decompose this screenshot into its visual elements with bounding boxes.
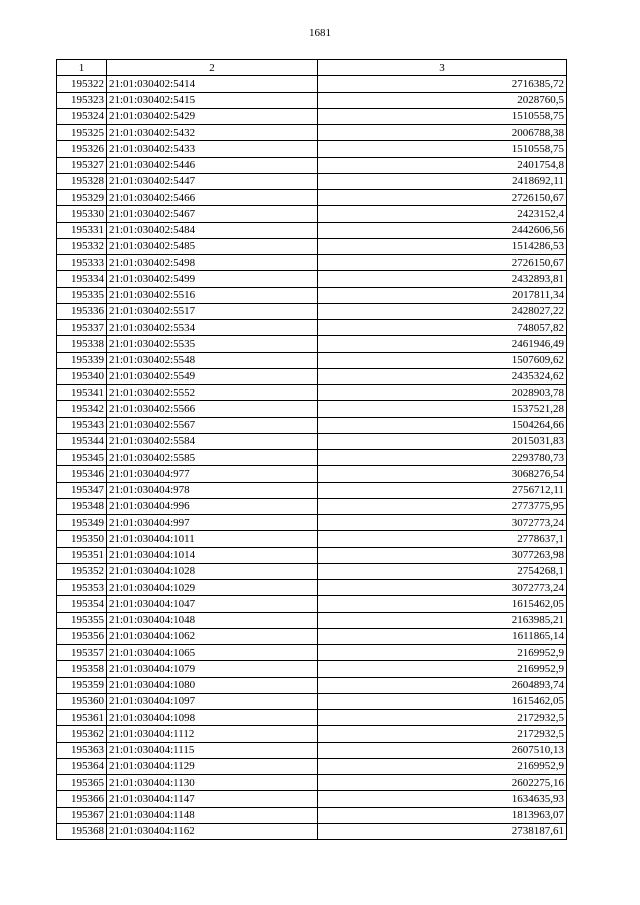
- row-number-cell: 195361: [57, 710, 107, 726]
- value-cell: 2773775,95: [318, 498, 567, 514]
- table-row: [57, 775, 567, 791]
- table-row: [57, 823, 567, 839]
- table-row: [57, 807, 567, 823]
- table-row: [57, 303, 567, 319]
- row-number-cell: 195350: [57, 531, 107, 547]
- table-row: [57, 92, 567, 108]
- value-cell: 2172932,5: [318, 710, 567, 726]
- cadastral-number-cell: 21:01:030404:1062: [107, 628, 318, 644]
- value-cell: 2401754,8: [318, 157, 567, 173]
- value-cell: 2778637,1: [318, 531, 567, 547]
- column-header-3: 3: [318, 60, 567, 76]
- row-number-cell: 195357: [57, 645, 107, 661]
- table-row: [57, 368, 567, 384]
- table-row: [57, 547, 567, 563]
- row-number-cell: 195344: [57, 433, 107, 449]
- table-row: [57, 141, 567, 157]
- table-row: [57, 433, 567, 449]
- cadastral-number-cell: 21:01:030404:997: [107, 515, 318, 531]
- table-row: [57, 742, 567, 758]
- cadastral-number-cell: 21:01:030404:1162: [107, 823, 318, 839]
- value-cell: 3077263,98: [318, 547, 567, 563]
- cadastral-number-cell: 21:01:030402:5433: [107, 141, 318, 157]
- table-row: [57, 206, 567, 222]
- row-number-cell: 195359: [57, 677, 107, 693]
- cadastral-number-cell: 21:01:030404:1130: [107, 775, 318, 791]
- value-cell: 2169952,9: [318, 661, 567, 677]
- column-header-1: 1: [57, 60, 107, 76]
- cadastral-number-cell: 21:01:030402:5584: [107, 433, 318, 449]
- row-number-cell: 195348: [57, 498, 107, 514]
- registry-table: [56, 59, 567, 840]
- cadastral-number-cell: 21:01:030402:5534: [107, 320, 318, 336]
- table-row: [57, 157, 567, 173]
- table-row: [57, 515, 567, 531]
- cadastral-number-cell: 21:01:030402:5516: [107, 287, 318, 303]
- row-number-cell: 195358: [57, 661, 107, 677]
- value-cell: 2726150,67: [318, 255, 567, 271]
- row-number-cell: 195345: [57, 450, 107, 466]
- cadastral-number-cell: 21:01:030404:996: [107, 498, 318, 514]
- cadastral-number-cell: 21:01:030402:5517: [107, 303, 318, 319]
- value-cell: 748057,82: [318, 320, 567, 336]
- value-cell: 1611865,14: [318, 628, 567, 644]
- table-row: [57, 661, 567, 677]
- table-row: [57, 710, 567, 726]
- row-number-cell: 195341: [57, 385, 107, 401]
- table-row: [57, 726, 567, 742]
- cadastral-number-cell: 21:01:030402:5585: [107, 450, 318, 466]
- value-cell: 2461946,49: [318, 336, 567, 352]
- value-cell: 2169952,9: [318, 645, 567, 661]
- table-row: [57, 580, 567, 596]
- row-number-cell: 195365: [57, 775, 107, 791]
- table-row: [57, 271, 567, 287]
- value-cell: 2602275,16: [318, 775, 567, 791]
- row-number-cell: 195351: [57, 547, 107, 563]
- table-row: [57, 401, 567, 417]
- row-number-cell: 195356: [57, 628, 107, 644]
- row-number-cell: 195362: [57, 726, 107, 742]
- value-cell: 1813963,07: [318, 807, 567, 823]
- row-number-cell: 195342: [57, 401, 107, 417]
- cadastral-number-cell: 21:01:030402:5535: [107, 336, 318, 352]
- cadastral-number-cell: 21:01:030402:5499: [107, 271, 318, 287]
- row-number-cell: 195324: [57, 108, 107, 124]
- row-number-cell: 195367: [57, 807, 107, 823]
- cadastral-number-cell: 21:01:030404:1065: [107, 645, 318, 661]
- row-number-cell: 195325: [57, 125, 107, 141]
- cadastral-number-cell: 21:01:030404:1079: [107, 661, 318, 677]
- value-cell: 1510558,75: [318, 108, 567, 124]
- row-number-cell: 195332: [57, 238, 107, 254]
- value-cell: 2442606,56: [318, 222, 567, 238]
- value-cell: 2028903,78: [318, 385, 567, 401]
- row-number-cell: 195328: [57, 173, 107, 189]
- table-row: [57, 417, 567, 433]
- value-cell: 3072773,24: [318, 515, 567, 531]
- table-row: [57, 450, 567, 466]
- cadastral-number-cell: 21:01:030402:5415: [107, 92, 318, 108]
- row-number-cell: 195327: [57, 157, 107, 173]
- row-number-cell: 195330: [57, 206, 107, 222]
- table-row: [57, 531, 567, 547]
- value-cell: 2172932,5: [318, 726, 567, 742]
- table-body: [57, 76, 567, 840]
- table-row: [57, 385, 567, 401]
- row-number-cell: 195363: [57, 742, 107, 758]
- table-row: [57, 628, 567, 644]
- row-number-cell: 195355: [57, 612, 107, 628]
- table-row: [57, 645, 567, 661]
- row-number-cell: 195349: [57, 515, 107, 531]
- value-cell: 2604893,74: [318, 677, 567, 693]
- cadastral-number-cell: 21:01:030402:5466: [107, 190, 318, 206]
- cadastral-number-cell: 21:01:030404:1014: [107, 547, 318, 563]
- cadastral-number-cell: 21:01:030402:5429: [107, 108, 318, 124]
- column-header-2: 2: [107, 60, 318, 76]
- row-number-cell: 195364: [57, 758, 107, 774]
- row-number-cell: 195323: [57, 92, 107, 108]
- row-number-cell: 195337: [57, 320, 107, 336]
- table-row: [57, 336, 567, 352]
- table-row: [57, 190, 567, 206]
- cadastral-number-cell: 21:01:030402:5446: [107, 157, 318, 173]
- cadastral-number-cell: 21:01:030404:1029: [107, 580, 318, 596]
- row-number-cell: 195347: [57, 482, 107, 498]
- row-number-cell: 195368: [57, 823, 107, 839]
- row-number-cell: 195352: [57, 563, 107, 579]
- row-number-cell: 195340: [57, 368, 107, 384]
- value-cell: 1537521,28: [318, 401, 567, 417]
- table-row: [57, 596, 567, 612]
- cadastral-number-cell: 21:01:030404:978: [107, 482, 318, 498]
- table-row: [57, 238, 567, 254]
- value-cell: 2738187,61: [318, 823, 567, 839]
- table-row: [57, 466, 567, 482]
- row-number-cell: 195322: [57, 76, 107, 92]
- table-row: [57, 255, 567, 271]
- row-number-cell: 195353: [57, 580, 107, 596]
- value-cell: 2716385,72: [318, 76, 567, 92]
- cadastral-number-cell: 21:01:030404:1115: [107, 742, 318, 758]
- value-cell: 2756712,11: [318, 482, 567, 498]
- row-number-cell: 195339: [57, 352, 107, 368]
- cadastral-number-cell: 21:01:030404:1112: [107, 726, 318, 742]
- table-row: [57, 563, 567, 579]
- row-number-cell: 195331: [57, 222, 107, 238]
- table-row: [57, 320, 567, 336]
- row-number-cell: 195354: [57, 596, 107, 612]
- cadastral-number-cell: 21:01:030402:5484: [107, 222, 318, 238]
- row-number-cell: 195338: [57, 336, 107, 352]
- cadastral-number-cell: 21:01:030404:1011: [107, 531, 318, 547]
- value-cell: 1615462,05: [318, 693, 567, 709]
- value-cell: 2607510,13: [318, 742, 567, 758]
- row-number-cell: 195335: [57, 287, 107, 303]
- value-cell: 2169952,9: [318, 758, 567, 774]
- value-cell: 1615462,05: [318, 596, 567, 612]
- value-cell: 2423152,4: [318, 206, 567, 222]
- value-cell: 1634635,93: [318, 791, 567, 807]
- row-number-cell: 195360: [57, 693, 107, 709]
- header-row: [57, 60, 567, 76]
- value-cell: 2293780,73: [318, 450, 567, 466]
- value-cell: 2418692,11: [318, 173, 567, 189]
- value-cell: 3072773,24: [318, 580, 567, 596]
- value-cell: 1504264,66: [318, 417, 567, 433]
- table-row: [57, 482, 567, 498]
- value-cell: 2726150,67: [318, 190, 567, 206]
- row-number-cell: 195346: [57, 466, 107, 482]
- cadastral-number-cell: 21:01:030402:5548: [107, 352, 318, 368]
- cadastral-number-cell: 21:01:030402:5552: [107, 385, 318, 401]
- value-cell: 1514286,53: [318, 238, 567, 254]
- cadastral-number-cell: 21:01:030402:5447: [107, 173, 318, 189]
- page-number: 1681: [309, 27, 331, 39]
- table-row: [57, 287, 567, 303]
- cadastral-number-cell: 21:01:030404:1047: [107, 596, 318, 612]
- cadastral-number-cell: 21:01:030402:5549: [107, 368, 318, 384]
- cadastral-number-cell: 21:01:030404:1147: [107, 791, 318, 807]
- table-row: [57, 76, 567, 92]
- value-cell: 2163985,21: [318, 612, 567, 628]
- value-cell: 2006788,38: [318, 125, 567, 141]
- value-cell: 3068276,54: [318, 466, 567, 482]
- cadastral-number-cell: 21:01:030402:5432: [107, 125, 318, 141]
- value-cell: 2754268,1: [318, 563, 567, 579]
- value-cell: 2017811,34: [318, 287, 567, 303]
- value-cell: 2435324,62: [318, 368, 567, 384]
- table-row: [57, 791, 567, 807]
- table-row: [57, 352, 567, 368]
- cadastral-number-cell: 21:01:030402:5566: [107, 401, 318, 417]
- cadastral-number-cell: 21:01:030402:5467: [107, 206, 318, 222]
- cadastral-number-cell: 21:01:030402:5485: [107, 238, 318, 254]
- cadastral-number-cell: 21:01:030404:1098: [107, 710, 318, 726]
- cadastral-number-cell: 21:01:030404:1129: [107, 758, 318, 774]
- row-number-cell: 195334: [57, 271, 107, 287]
- table-row: [57, 612, 567, 628]
- cadastral-number-cell: 21:01:030402:5498: [107, 255, 318, 271]
- value-cell: 2432893,81: [318, 271, 567, 287]
- cadastral-number-cell: 21:01:030402:5414: [107, 76, 318, 92]
- cadastral-number-cell: 21:01:030404:977: [107, 466, 318, 482]
- table-row: [57, 693, 567, 709]
- table-row: [57, 222, 567, 238]
- value-cell: 2028760,5: [318, 92, 567, 108]
- value-cell: 2015031,83: [318, 433, 567, 449]
- row-number-cell: 195329: [57, 190, 107, 206]
- cadastral-number-cell: 21:01:030404:1080: [107, 677, 318, 693]
- table-row: [57, 758, 567, 774]
- table-row: [57, 108, 567, 124]
- table-row: [57, 498, 567, 514]
- cadastral-number-cell: 21:01:030404:1148: [107, 807, 318, 823]
- value-cell: 1507609,62: [318, 352, 567, 368]
- row-number-cell: 195336: [57, 303, 107, 319]
- table-header: [57, 60, 567, 76]
- row-number-cell: 195326: [57, 141, 107, 157]
- value-cell: 1510558,75: [318, 141, 567, 157]
- row-number-cell: 195343: [57, 417, 107, 433]
- value-cell: 2428027,22: [318, 303, 567, 319]
- cadastral-number-cell: 21:01:030404:1048: [107, 612, 318, 628]
- table-row: [57, 677, 567, 693]
- cadastral-number-cell: 21:01:030404:1097: [107, 693, 318, 709]
- table-row: [57, 125, 567, 141]
- row-number-cell: 195333: [57, 255, 107, 271]
- table-row: [57, 173, 567, 189]
- cadastral-number-cell: 21:01:030404:1028: [107, 563, 318, 579]
- row-number-cell: 195366: [57, 791, 107, 807]
- cadastral-number-cell: 21:01:030402:5567: [107, 417, 318, 433]
